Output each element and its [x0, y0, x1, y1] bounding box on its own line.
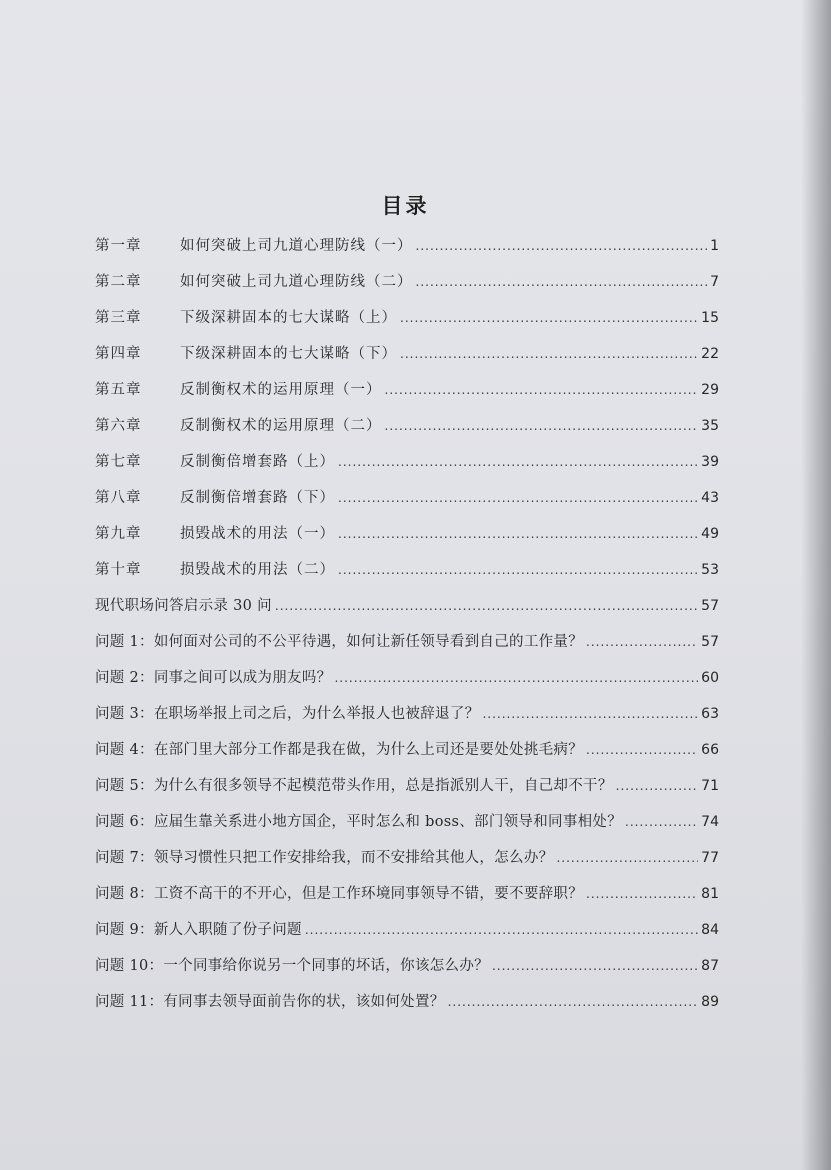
- toc-entry[interactable]: [95, 372, 719, 408]
- dot-leader: [334, 660, 698, 696]
- toc-entry[interactable]: [95, 948, 719, 984]
- toc-entry[interactable]: [95, 228, 719, 264]
- chapter-number: 第五章: [95, 382, 142, 398]
- page-number: 71: [701, 778, 719, 794]
- toc-entry[interactable]: [95, 768, 719, 804]
- page-number: 66: [701, 742, 719, 758]
- page-number: 74: [701, 814, 719, 830]
- toc-entry[interactable]: [95, 444, 719, 480]
- page-number: 15: [701, 310, 719, 326]
- entry-title: 问题 3：在职场举报上司之后，为什么举报人也被辞退了？: [95, 706, 480, 722]
- dot-leader: [305, 912, 698, 948]
- toc-entry[interactable]: [95, 624, 719, 660]
- dot-leader: [400, 300, 698, 336]
- entry-title: 问题 7：领导习惯性只把工作安排给我，而不安排给其他人，怎么办？: [95, 850, 554, 866]
- page-number: 1: [710, 238, 719, 254]
- chapter-number: 第十章: [95, 562, 142, 578]
- entry-title: 问题 1：如何面对公司的不公平待遇，如何让新任领导看到自己的工作量？: [95, 634, 584, 650]
- dot-leader: [338, 516, 698, 552]
- dot-leader: [416, 228, 708, 264]
- entry-title: 损毁战术的用法（二）: [180, 562, 335, 578]
- chapter-number: 第一章: [95, 238, 142, 254]
- dot-leader: [275, 588, 698, 624]
- page-number: 81: [701, 886, 719, 902]
- entry-title: 反制衡权术的运用原理（一）: [180, 382, 382, 398]
- page-number: 53: [701, 562, 719, 578]
- page-number: 49: [701, 526, 719, 542]
- page-number: 87: [701, 958, 719, 974]
- entry-title: 问题 9：新人入职随了份子问题: [95, 922, 302, 938]
- entry-title: 问题 5：为什么有很多领导不起模范带头作用，总是指派别人干，自己却不干？: [95, 778, 613, 794]
- entry-title: 反制衡倍增套路（上）: [180, 454, 335, 470]
- page-number: 60: [701, 670, 719, 686]
- dot-leader: [338, 444, 698, 480]
- entry-title: 问题 2：同事之间可以成为朋友吗？: [95, 670, 332, 686]
- dot-leader: [482, 696, 698, 732]
- dot-leader: [338, 480, 698, 516]
- chapter-number: 第七章: [95, 454, 142, 470]
- dot-leader: [385, 372, 699, 408]
- entry-title: 现代职场问答启示录 30 问: [95, 598, 272, 614]
- dot-leader: [625, 804, 698, 840]
- entry-title: 下级深耕固本的七大谋略（下）: [180, 346, 397, 362]
- chapter-number: 第六章: [95, 418, 142, 434]
- toc-entry[interactable]: [95, 516, 719, 552]
- entry-title: 问题 8：工资不高干的不开心，但是工作环境同事领导不错，要不要辞职？: [95, 886, 584, 902]
- page-edge-shadow: [801, 0, 831, 1170]
- chapter-number: 第九章: [95, 526, 142, 542]
- toc-entry[interactable]: [95, 552, 719, 588]
- chapter-number: 第四章: [95, 346, 142, 362]
- chapter-number: 第三章: [95, 310, 142, 326]
- toc-entry[interactable]: [95, 984, 719, 1020]
- toc-entry[interactable]: [95, 336, 719, 372]
- page-number: 7: [710, 274, 719, 290]
- entry-title: 反制衡权术的运用原理（二）: [180, 418, 382, 434]
- toc-entry[interactable]: [95, 804, 719, 840]
- page-number: 22: [701, 346, 719, 362]
- toc-entry[interactable]: [95, 408, 719, 444]
- entry-title: 如何突破上司九道心理防线（一）: [180, 238, 413, 254]
- dot-leader: [385, 408, 699, 444]
- toc-entry[interactable]: [95, 840, 719, 876]
- dot-leader: [338, 552, 698, 588]
- page-number: 57: [701, 634, 719, 650]
- dot-leader: [448, 984, 699, 1020]
- page-number: 89: [701, 994, 719, 1010]
- toc-entry[interactable]: [95, 696, 719, 732]
- chapter-number: 第八章: [95, 490, 142, 506]
- dot-leader: [586, 624, 698, 660]
- toc-entry[interactable]: [95, 912, 719, 948]
- entry-title: 问题 10：一个同事给你说另一个同事的坏话，你该怎么办？: [95, 958, 489, 974]
- page-number: 29: [701, 382, 719, 398]
- entry-title: 下级深耕固本的七大谋略（上）: [180, 310, 397, 326]
- chapter-number: 第二章: [95, 274, 142, 290]
- page-number: 35: [701, 418, 719, 434]
- entry-title: 问题 6：应届生靠关系进小地方国企，平时怎么和 boss、部门领导和同事相处？: [95, 814, 623, 830]
- dot-leader: [586, 876, 698, 912]
- page-number: 63: [701, 706, 719, 722]
- toc-entry[interactable]: [95, 732, 719, 768]
- page-number: 84: [701, 922, 719, 938]
- dot-leader: [400, 336, 698, 372]
- toc-entry[interactable]: [95, 588, 719, 624]
- page-number: 43: [701, 490, 719, 506]
- dot-leader: [616, 768, 699, 804]
- toc-entry[interactable]: [95, 660, 719, 696]
- dot-leader: [556, 840, 698, 876]
- toc-entry[interactable]: [95, 876, 719, 912]
- toc-list: [95, 228, 719, 1020]
- entry-title: 问题 11：有同事去领导面前告你的状，该如何处置？: [95, 994, 445, 1010]
- toc-title: 目录: [381, 194, 430, 218]
- entry-title: 问题 4：在部门里大部分工作都是我在做，为什么上司还是要处处挑毛病？: [95, 742, 584, 758]
- toc-entry[interactable]: [95, 264, 719, 300]
- toc-entry[interactable]: [95, 300, 719, 336]
- page-number: 77: [701, 850, 719, 866]
- page-number: 39: [701, 454, 719, 470]
- dot-leader: [492, 948, 698, 984]
- toc-entry[interactable]: [95, 480, 719, 516]
- entry-title: 损毁战术的用法（一）: [180, 526, 335, 542]
- entry-title: 如何突破上司九道心理防线（二）: [180, 274, 413, 290]
- page-number: 57: [701, 598, 719, 614]
- dot-leader: [416, 264, 708, 300]
- entry-title: 反制衡倍增套路（下）: [180, 490, 335, 506]
- dot-leader: [586, 732, 698, 768]
